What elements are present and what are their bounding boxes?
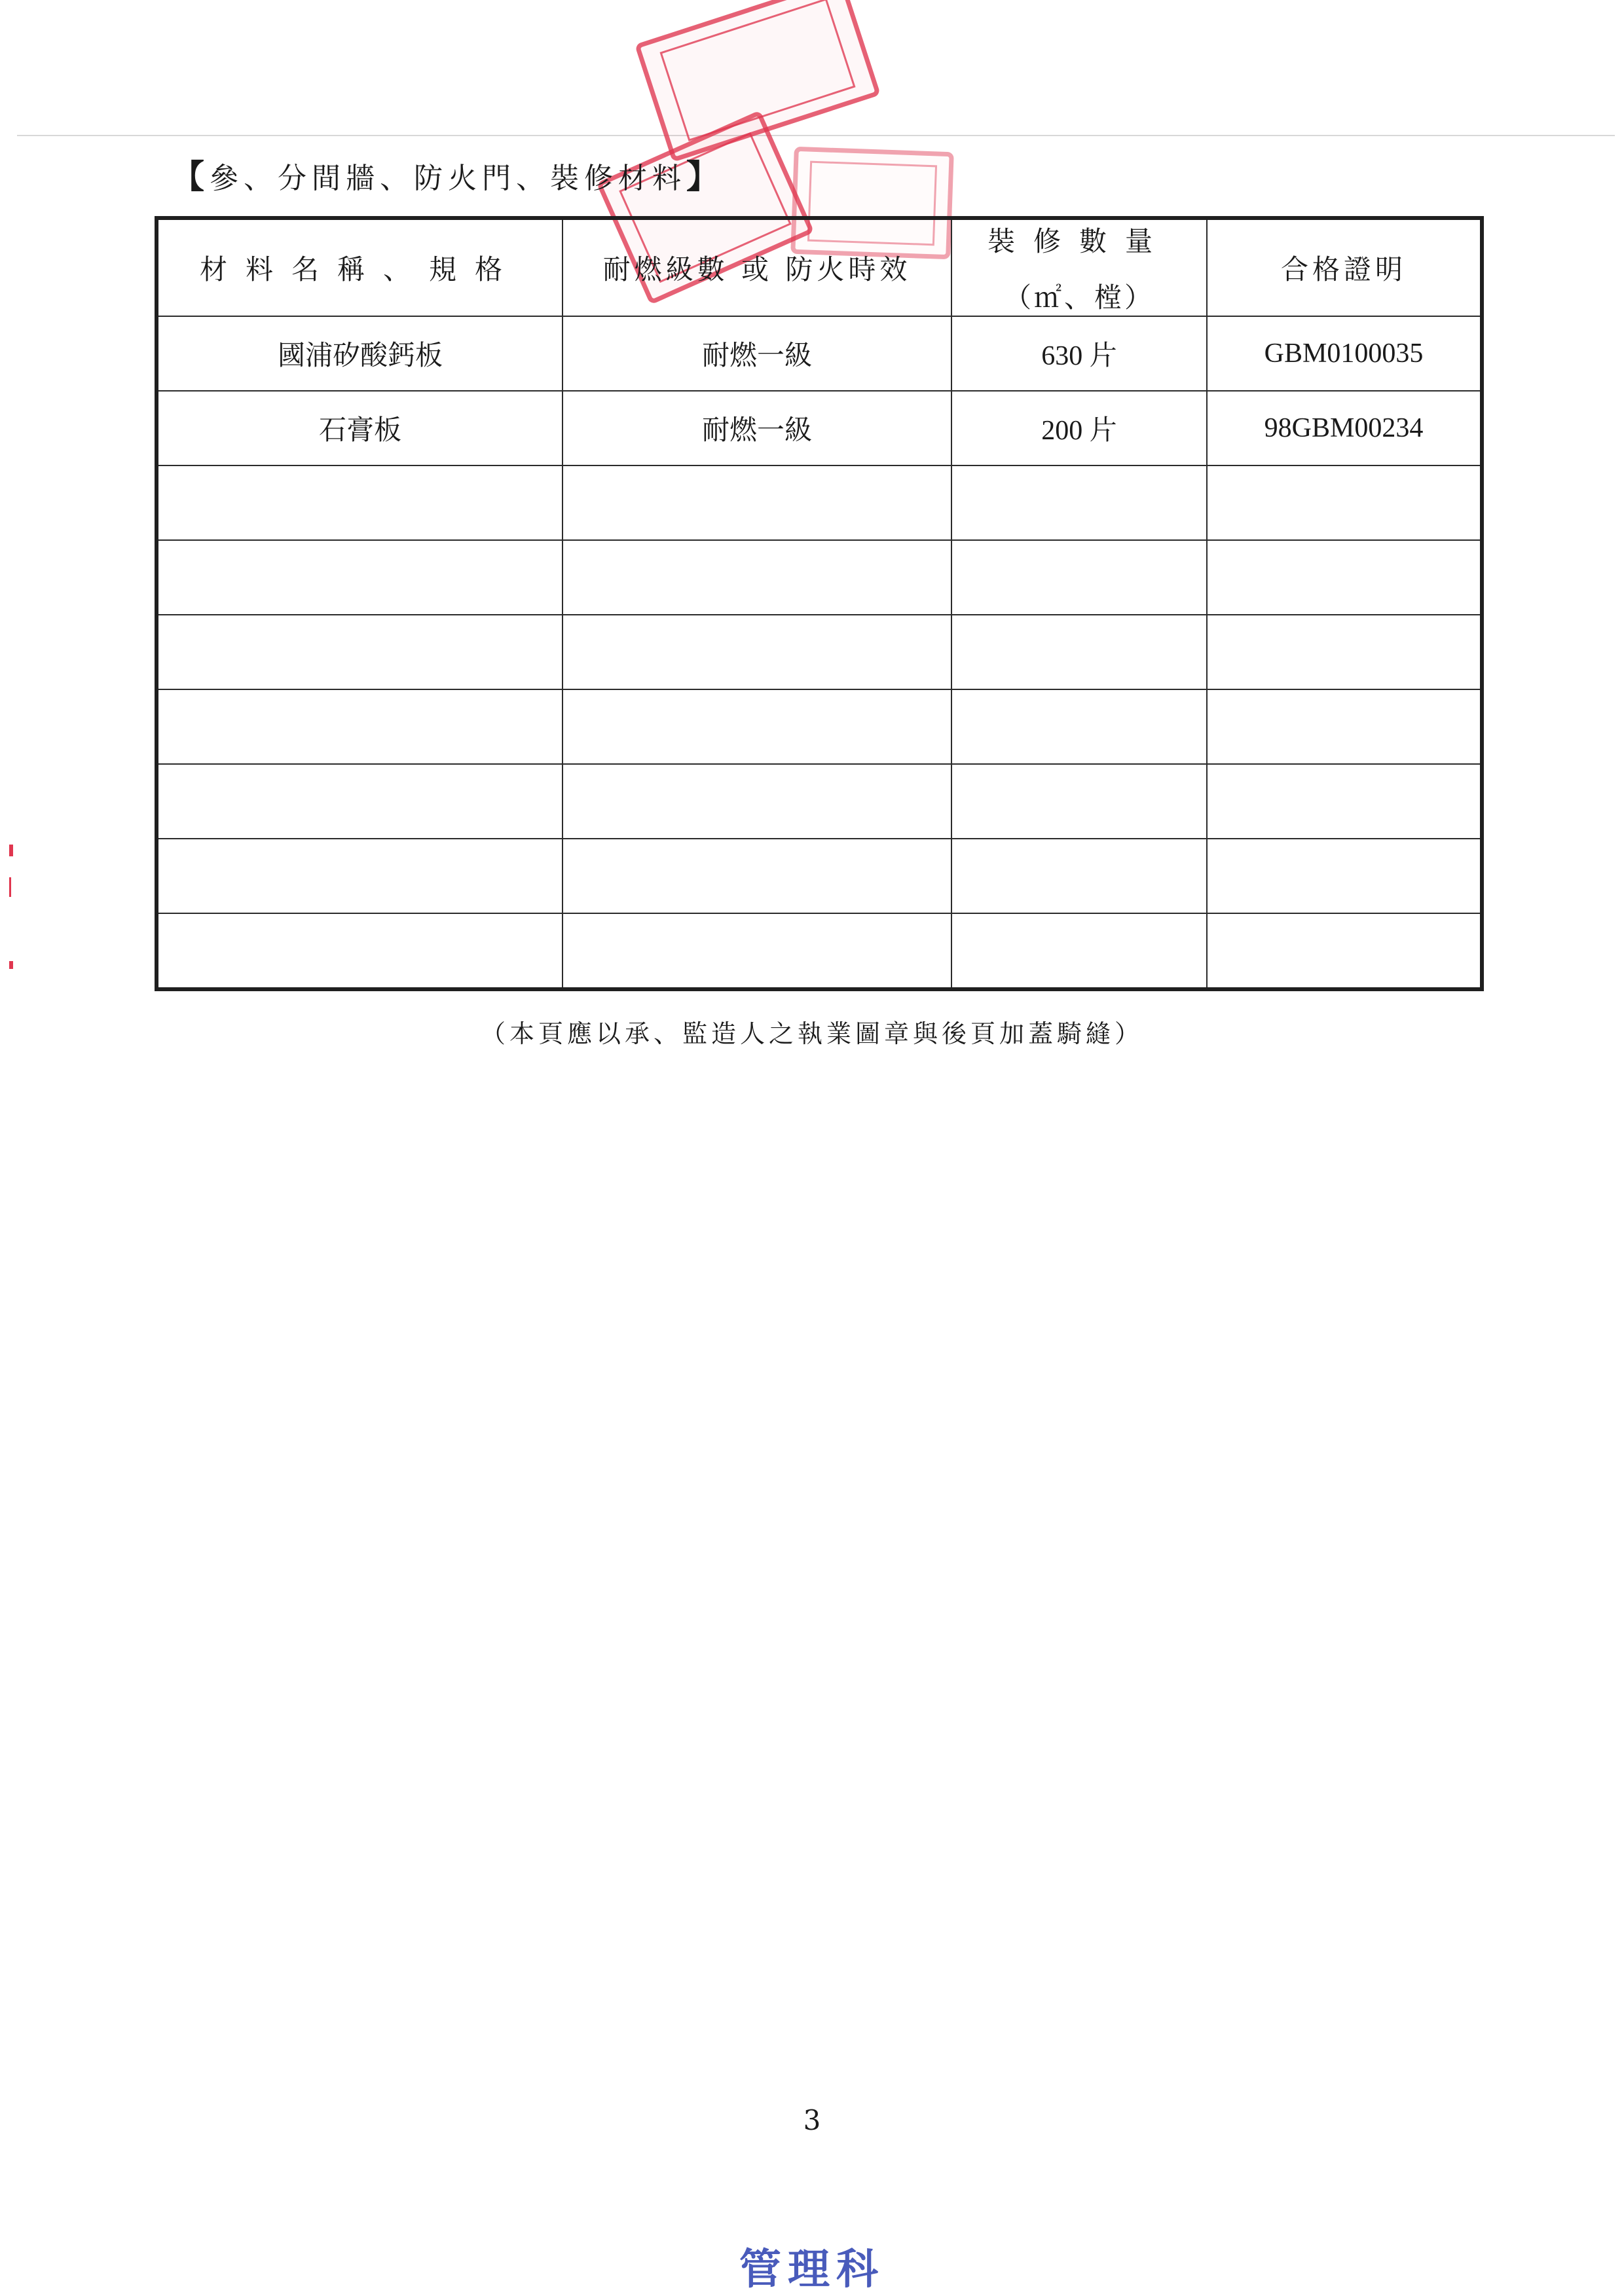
- cell-material-name: 國浦矽酸鈣板: [157, 316, 563, 391]
- cell-certificate: GBM0100035: [1207, 316, 1482, 391]
- cell-material-name: [157, 764, 563, 839]
- cell-certificate: 98GBM00234: [1207, 391, 1482, 465]
- header-quantity-unit: （㎡、樘）: [1003, 282, 1154, 314]
- header-fire-grade: 耐燃級數 或 防火時效: [563, 218, 951, 316]
- header-quantity-main: 裝修數量: [987, 225, 1171, 257]
- table-row: [157, 689, 1482, 764]
- cell-material-name: [157, 689, 563, 764]
- cell-certificate: [1207, 540, 1482, 615]
- cell-material-name: [157, 913, 563, 989]
- margin-mark: [9, 845, 13, 856]
- cell-fire-grade: [563, 540, 951, 615]
- cell-material-name: [157, 465, 563, 540]
- cell-material-name: [157, 540, 563, 615]
- cell-fire-grade: [563, 764, 951, 839]
- cell-fire-grade: [563, 689, 951, 764]
- cell-fire-grade: [563, 839, 951, 913]
- cell-certificate: [1207, 913, 1482, 989]
- cell-certificate: [1207, 689, 1482, 764]
- cell-quantity: 200 片: [951, 391, 1207, 465]
- margin-mark: [9, 961, 13, 969]
- cell-fire-grade: [563, 465, 951, 540]
- cell-quantity: [951, 540, 1207, 615]
- table-row: [157, 316, 1482, 391]
- cell-fire-grade: [563, 615, 951, 689]
- cell-quantity: [951, 465, 1207, 540]
- page-number: 3: [803, 2104, 821, 2136]
- title-close-bracket: 】: [686, 157, 724, 196]
- cell-material-name: [157, 615, 563, 689]
- header-certificate: 合格證明: [1207, 218, 1482, 316]
- cell-fire-grade: [563, 913, 951, 989]
- materials-table: [155, 216, 1484, 991]
- table-row: [157, 764, 1482, 839]
- page-footnote: （本頁應以承、監造人之執業圖章與後頁加蓋騎縫）: [480, 1019, 1143, 1048]
- table-header-row: [157, 218, 1482, 316]
- cell-certificate: [1207, 465, 1482, 540]
- cell-quantity: [951, 764, 1207, 839]
- margin-mark: [9, 877, 11, 897]
- table-row: [157, 615, 1482, 689]
- cell-quantity: [951, 615, 1207, 689]
- header-quantity: [951, 218, 1207, 316]
- table-row: [157, 391, 1482, 465]
- cell-certificate: [1207, 615, 1482, 689]
- top-divider: [17, 135, 1615, 136]
- blue-office-stamp: 管理科: [739, 2245, 885, 2294]
- cell-certificate: [1207, 839, 1482, 913]
- cell-quantity: [951, 913, 1207, 989]
- header-material-name: 材料名稱、規格: [157, 218, 563, 316]
- cell-fire-grade: 耐燃一級: [563, 391, 951, 465]
- cell-material-name: [157, 839, 563, 913]
- cell-material-name: 石膏板: [157, 391, 563, 465]
- cell-fire-grade: 耐燃一級: [563, 316, 951, 391]
- table-row: [157, 913, 1482, 989]
- cell-quantity: 630 片: [951, 316, 1207, 391]
- cell-certificate: [1207, 764, 1482, 839]
- section-title: [172, 151, 724, 198]
- title-text: 參、分間牆、防火門、裝修材料: [210, 162, 686, 195]
- table-row: [157, 465, 1482, 540]
- cell-quantity: [951, 689, 1207, 764]
- table-row: [157, 540, 1482, 615]
- title-open-bracket: 【: [172, 157, 210, 196]
- cell-quantity: [951, 839, 1207, 913]
- table-row: [157, 839, 1482, 913]
